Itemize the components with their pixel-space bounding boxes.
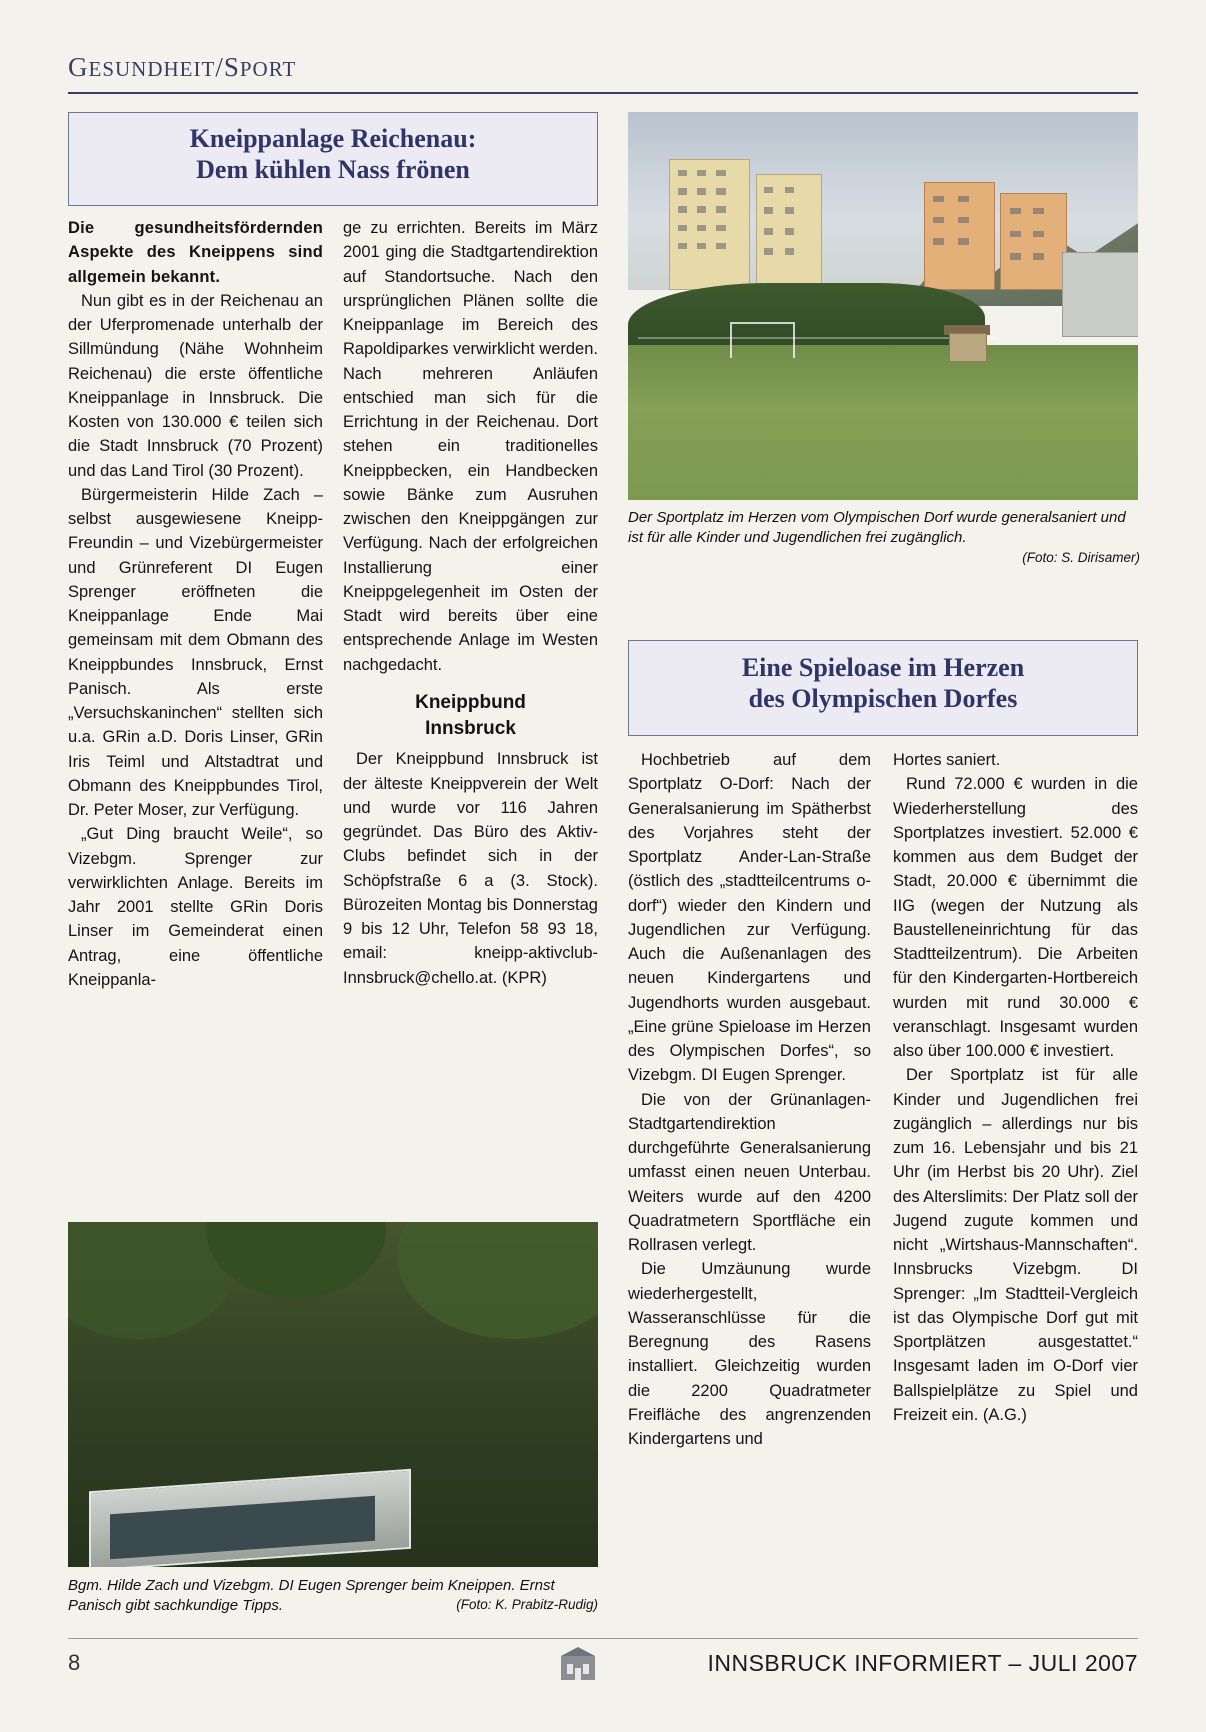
photo-building-1 xyxy=(669,159,751,291)
photo1-caption xyxy=(628,508,1140,567)
page-number: 8 xyxy=(68,1650,81,1675)
photo2-credit: (Foto: K. Prabitz-Rudig) xyxy=(456,1597,598,1613)
article1-paragraph-3: Bürgermeisterin Hilde Zach – selbst ausgewiesene Kneipp-Freundin – und Vizebürgermeister und Grünreferent DI Eugen Sprenger eröffneten die Kneippanlage Ende Mai gemeinsam mit dem Obmann des Kneippbundes Innsbruck, Ernst Panisch. Als erste „Versuchskaninchen“ stellten sich u.a. GRin a.D. Doris Linser, GRin Iris Teiml und Altstadtrat und Obmann des Kneippbundes Tirol, Dr. Peter Moser, zur Verfügung. xyxy=(68,485,323,819)
sportplatz-photo xyxy=(628,112,1138,500)
article1-paragraph-4: „Gut Ding braucht Weile“, so Vizebgm. Sprenger zur verwirklichten Anlage. Bereits im Jahr 2001 stellte GRin Doris Linser im Gemeinderat einen Antrag, eine öffentliche Kneippanla- xyxy=(68,825,323,989)
photo2-caption xyxy=(68,1576,598,1617)
photo-building-2 xyxy=(756,174,822,290)
article2-column1 xyxy=(628,748,871,1451)
article1-subhead-line2: Innsbruck xyxy=(425,717,516,739)
photo-lawn xyxy=(628,345,1138,500)
article2-paragraph-5: Rund 72.000 € wurden in die Wiederherstellung des Sportplatzes investiert. 52.000 € kommen aus dem Budget der Stadt, 20.000 € übernimmt die IIG (wegen der Nutzung als Baustelleneinrichtung für das Stadtteilzentrum). Die Arbeiten für den Kindergarten-Hortbereich wurden mit rund 30.000 € veranschlagt. Insgesamt wurden also über 100.000 € investiert. xyxy=(893,775,1138,1060)
running-head-gesundheit: ESUNDHEIT xyxy=(88,57,216,81)
photo-hut xyxy=(949,333,987,362)
photo-treeline xyxy=(628,283,985,353)
photo-building-5 xyxy=(1062,252,1139,337)
article1-title-line1: Kneippanlage Reichenau: xyxy=(189,124,477,153)
photo1-credit: (Foto: S. Dirisamer) xyxy=(1022,549,1140,565)
article2-headline-box xyxy=(628,640,1138,736)
running-head-rule xyxy=(68,92,1138,94)
article1-title-line2: Dem kühlen Nass frönen xyxy=(196,154,470,184)
article2-paragraph-1: Hochbetrieb auf dem Sportplatz O-Dorf: Nach der Generalsanierung im Spätherbst des Vorjahres steht der Sportplatz Ander-Lan-Straße (östlich des „stadtteilcentrums o-dorf“) wieder den Kindern und Jugendlichen zur Verfügung. Auch die Außenanlagen des neuen Kindergartens und Jugendhorts wurden ausgebaut. „Eine grüne Spieloase im Herzen des Olympischen Dorfes“, so Vizebgm. DI Eugen Sprenger. xyxy=(628,751,871,1085)
article2-paragraph-4: Hortes saniert. xyxy=(893,751,1001,769)
footer-rule xyxy=(68,1638,1138,1639)
article1-paragraph-5: ge zu errichten. Bereits im März 2001 ging die Stadtgartendirektion auf Standortsuche. Nach den ursprünglichen Plänen sollte die Kneippanlage im Bereich des Rapoldiparkes verwirklicht werden. Nach mehreren Anläufen entschied man sich für die Errichtung in der Reichenau. Dort stehen ein traditionelles Kneippbecken, ein Handbecken sowie Bänke zum Ausruhen zwischen den Kneippgängen zur Verfügung. Nach der erfolgreichen Installierung einer Kneippgelegenheit im Osten der Stadt wird bereits über eine entsprechende Anlage im Westen nachgedacht. xyxy=(343,219,598,674)
photo-building-4 xyxy=(1000,193,1066,290)
photo-building-3 xyxy=(924,182,995,291)
running-head xyxy=(68,52,1138,83)
running-head-g: G xyxy=(68,52,89,82)
article2-paragraph-3: Die Umzäunung wurde wiederhergestellt, Wasseranschlüsse für die Beregnung des Rasens installiert. Gleichzeitig wurden die 2200 Quadratmeter Freifläche des angrenzenden Kindergartens und xyxy=(628,1260,871,1448)
article1-paragraph-2: Nun gibt es in der Reichenau an der Uferpromenade unterhalb der Sillmündung (Nähe Wohnheim Reichenau) die erste öffentliche Kneippanlage in Innsbruck. Die Kosten von 130.000 € teilen sich die Stadt Innsbruck (70 Prozent) und das Land Tirol (30 Prozent). xyxy=(68,291,323,480)
article1-subhead-line1: Kneippbund xyxy=(415,691,526,713)
running-head-sport: PORT xyxy=(239,57,297,81)
photo1-caption-text: Der Sportplatz im Herzen vom Olympischen Dorf wurde generalsaniert und ist für alle Kinder und Jugendlichen frei zugänglich. xyxy=(628,509,1126,547)
article2-paragraph-2: Die von der Grünanlagen-Stadtgartendirektion durchgeführte Generalsanierung umfasst einen neuen Unterbau. Weiters wurde auf den 4200 Quadratmetern Sportfläche ein Rollrasen verlegt. xyxy=(628,1090,871,1254)
article1-column2 xyxy=(343,216,598,990)
photo-fence xyxy=(638,337,995,339)
photo2-caption-text: Bgm. Hilde Zach und Vizebgm. DI Eugen Sprenger beim Kneippen. Ernst Panisch gibt sachkundige Tipps. xyxy=(68,1577,555,1615)
footer-publication: INNSBRUCK INFORMIERT – JULI 2007 xyxy=(707,1650,1138,1676)
city-crest-icon xyxy=(555,1646,601,1688)
article2-title-line2: des Olympischen Dorfes xyxy=(748,683,1018,713)
article1-headline-box xyxy=(68,112,598,206)
kneippen-photo xyxy=(68,1222,598,1567)
article2-column2 xyxy=(893,748,1138,1427)
article1-column1 xyxy=(68,216,323,992)
article2-paragraph-6: Der Sportplatz ist für alle Kinder und Jugendlichen frei zugänglich – allerdings nur bis zum 16. Lebensjahr und bis 21 Uhr (im Herbst bis 20 Uhr). Ziel des Alterslimits: Der Platz soll der Jugend zugute kommen und nicht „Wirtshaus-Mannschaften“. Innsbrucks Vizebgm. DI Sprenger: „Im Stadtteil-Vergleich ist das Olympische Dorf gut mit Sportplätzen ausgestattet.“ Insgesamt laden im O-Dorf vier Ballspielplätze zu Spiel und Freizeit ein. (A.G.) xyxy=(893,1066,1138,1424)
article1-lead-paragraph: Die gesundheitsfördernden Aspekte des Kneippens sind allgemein bekannt. xyxy=(68,219,323,286)
article1-paragraph-6: Der Kneippbund Innsbruck ist der älteste Kneippverein der Welt und wurde vor 116 Jahren gegründet. Das Büro des Aktiv-Clubs befindet sich in der Schöpfstraße 6 a (3. Stock). Bürozeiten Montag bis Donnerstag 9 bis 12 Uhr, Telefon 58 93 18, email: kneipp-aktivclub-Innsbruck@chello.at. (KPR) xyxy=(343,750,598,987)
running-head-slash-s: /S xyxy=(215,52,240,82)
photo-goal xyxy=(730,322,795,359)
article2-title-line1: Eine Spieloase im Herzen xyxy=(741,653,1025,682)
